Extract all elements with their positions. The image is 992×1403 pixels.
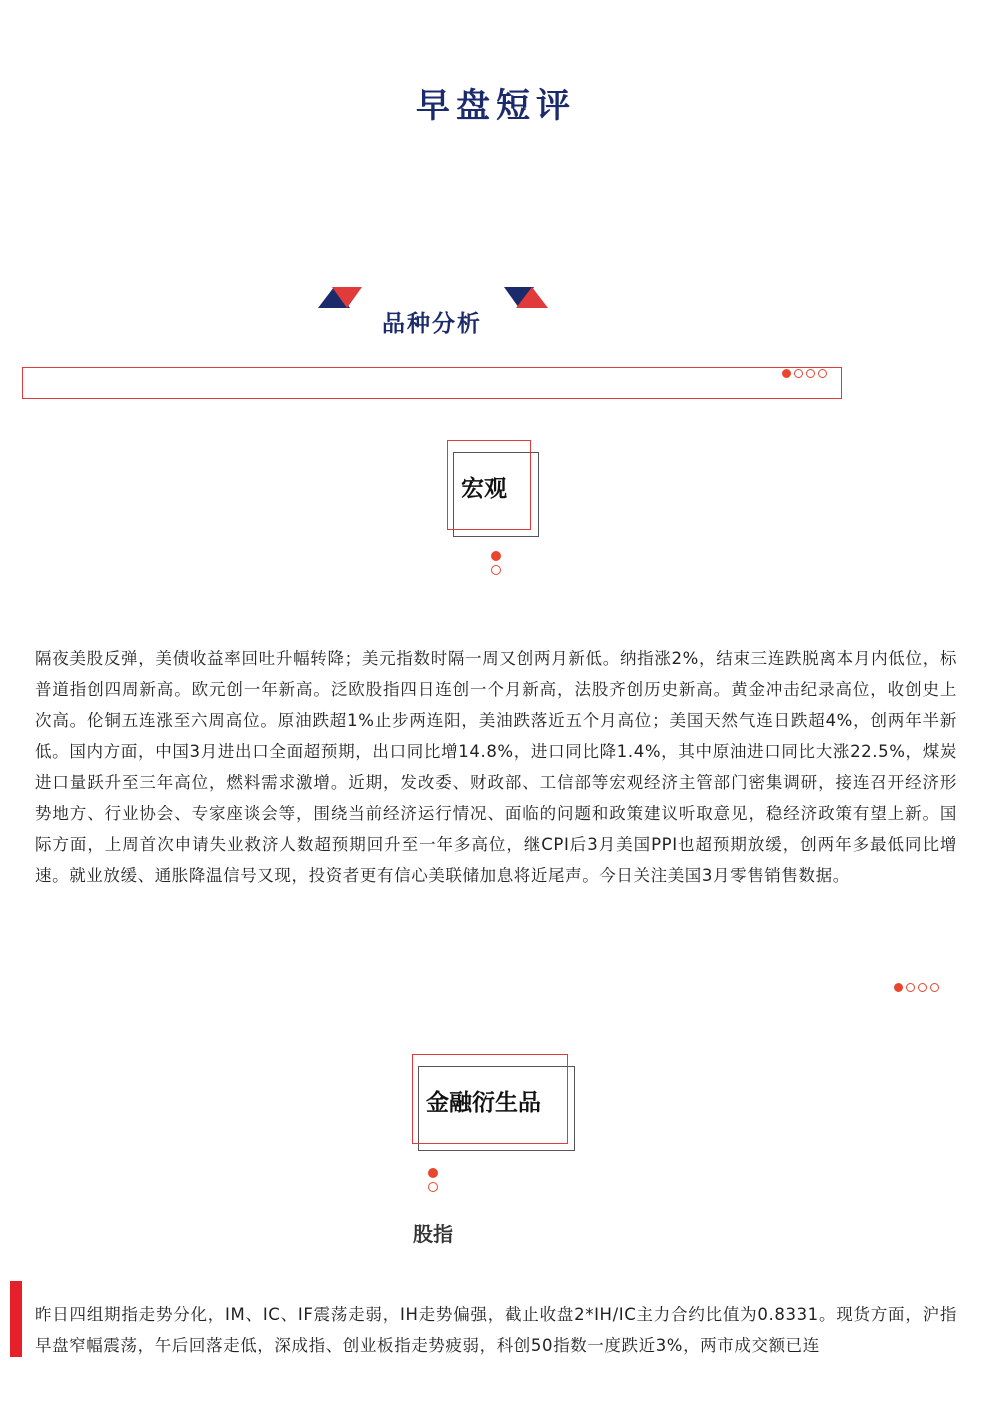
dot-hollow-icon: [491, 565, 501, 575]
dot-hollow-icon: [428, 1182, 438, 1192]
triangle-pair-right-icon: [504, 287, 548, 311]
section-heading: 品种分析: [382, 311, 482, 337]
dot-filled-icon: [428, 1168, 438, 1178]
dot-indicator-icon: [782, 369, 827, 378]
dot-filled-icon: [491, 551, 501, 561]
page-title: 早盘短评: [416, 86, 576, 126]
dot-indicator-icon: [894, 983, 939, 992]
sub-heading-stock-index: 股指: [413, 1222, 453, 1246]
derivatives-paragraph: 昨日四组期指走势分化，IM、IC、IF震荡走弱，IH走势偏强，截止收盘2*IH/IC主力合约比值为0.8331。现货方面，沪指早盘窄幅震荡，午后回落走低，深成指、创业板指走势疲弱，科创50指数一度跌近3%，两市成交额已连: [35, 1305, 957, 1355]
red-accent-bar: [10, 1281, 22, 1357]
macro-label: 宏观: [461, 476, 507, 502]
macro-paragraph: 隔夜美股反弹，美债收益率回吐升幅转降；美元指数时隔一周又创两月新低。纳指涨2%，结束三连跌脱离本月内低位，标普道指创四周新高。欧元创一年新高。泛欧股指四日连创一个月新高，法股齐创历史新高。黄金冲击纪录高位，收创史上次高。伦铜五连涨至六周高位。原油跌超1%止步两连阳，美油跌落近五个月高位；美国天然气连日跌超4%，创两年半新低。国内方面，中国3月进出口全面超预期，出口同比增14.8%，进口同比降1.4%，其中原油进口同比大涨22.5%，煤炭进口量跃升至三年高位，燃料需求激增。近期，发改委、财政部、工信部等宏观经济主管部门密集调研，接连召开经济形势地方、行业协会、专家座谈会等，围绕当前经济运行情况、面临的问题和政策建议听取意见，稳经济政策有望上新。国际方面，上周首次申请失业救济人数超预期回升至一年多高位，继CPI后3月美国PPI也超预期放缓，创两年多最低同比增速。就业放缓、通胀降温信号又现，投资者更有信心美联储加息将近尾声。今日关注美国3月零售销售数据。: [35, 649, 957, 885]
section-divider-bar: [22, 367, 842, 399]
derivatives-label: 金融衍生品: [426, 1090, 541, 1116]
triangle-pair-left-icon: [318, 287, 362, 311]
